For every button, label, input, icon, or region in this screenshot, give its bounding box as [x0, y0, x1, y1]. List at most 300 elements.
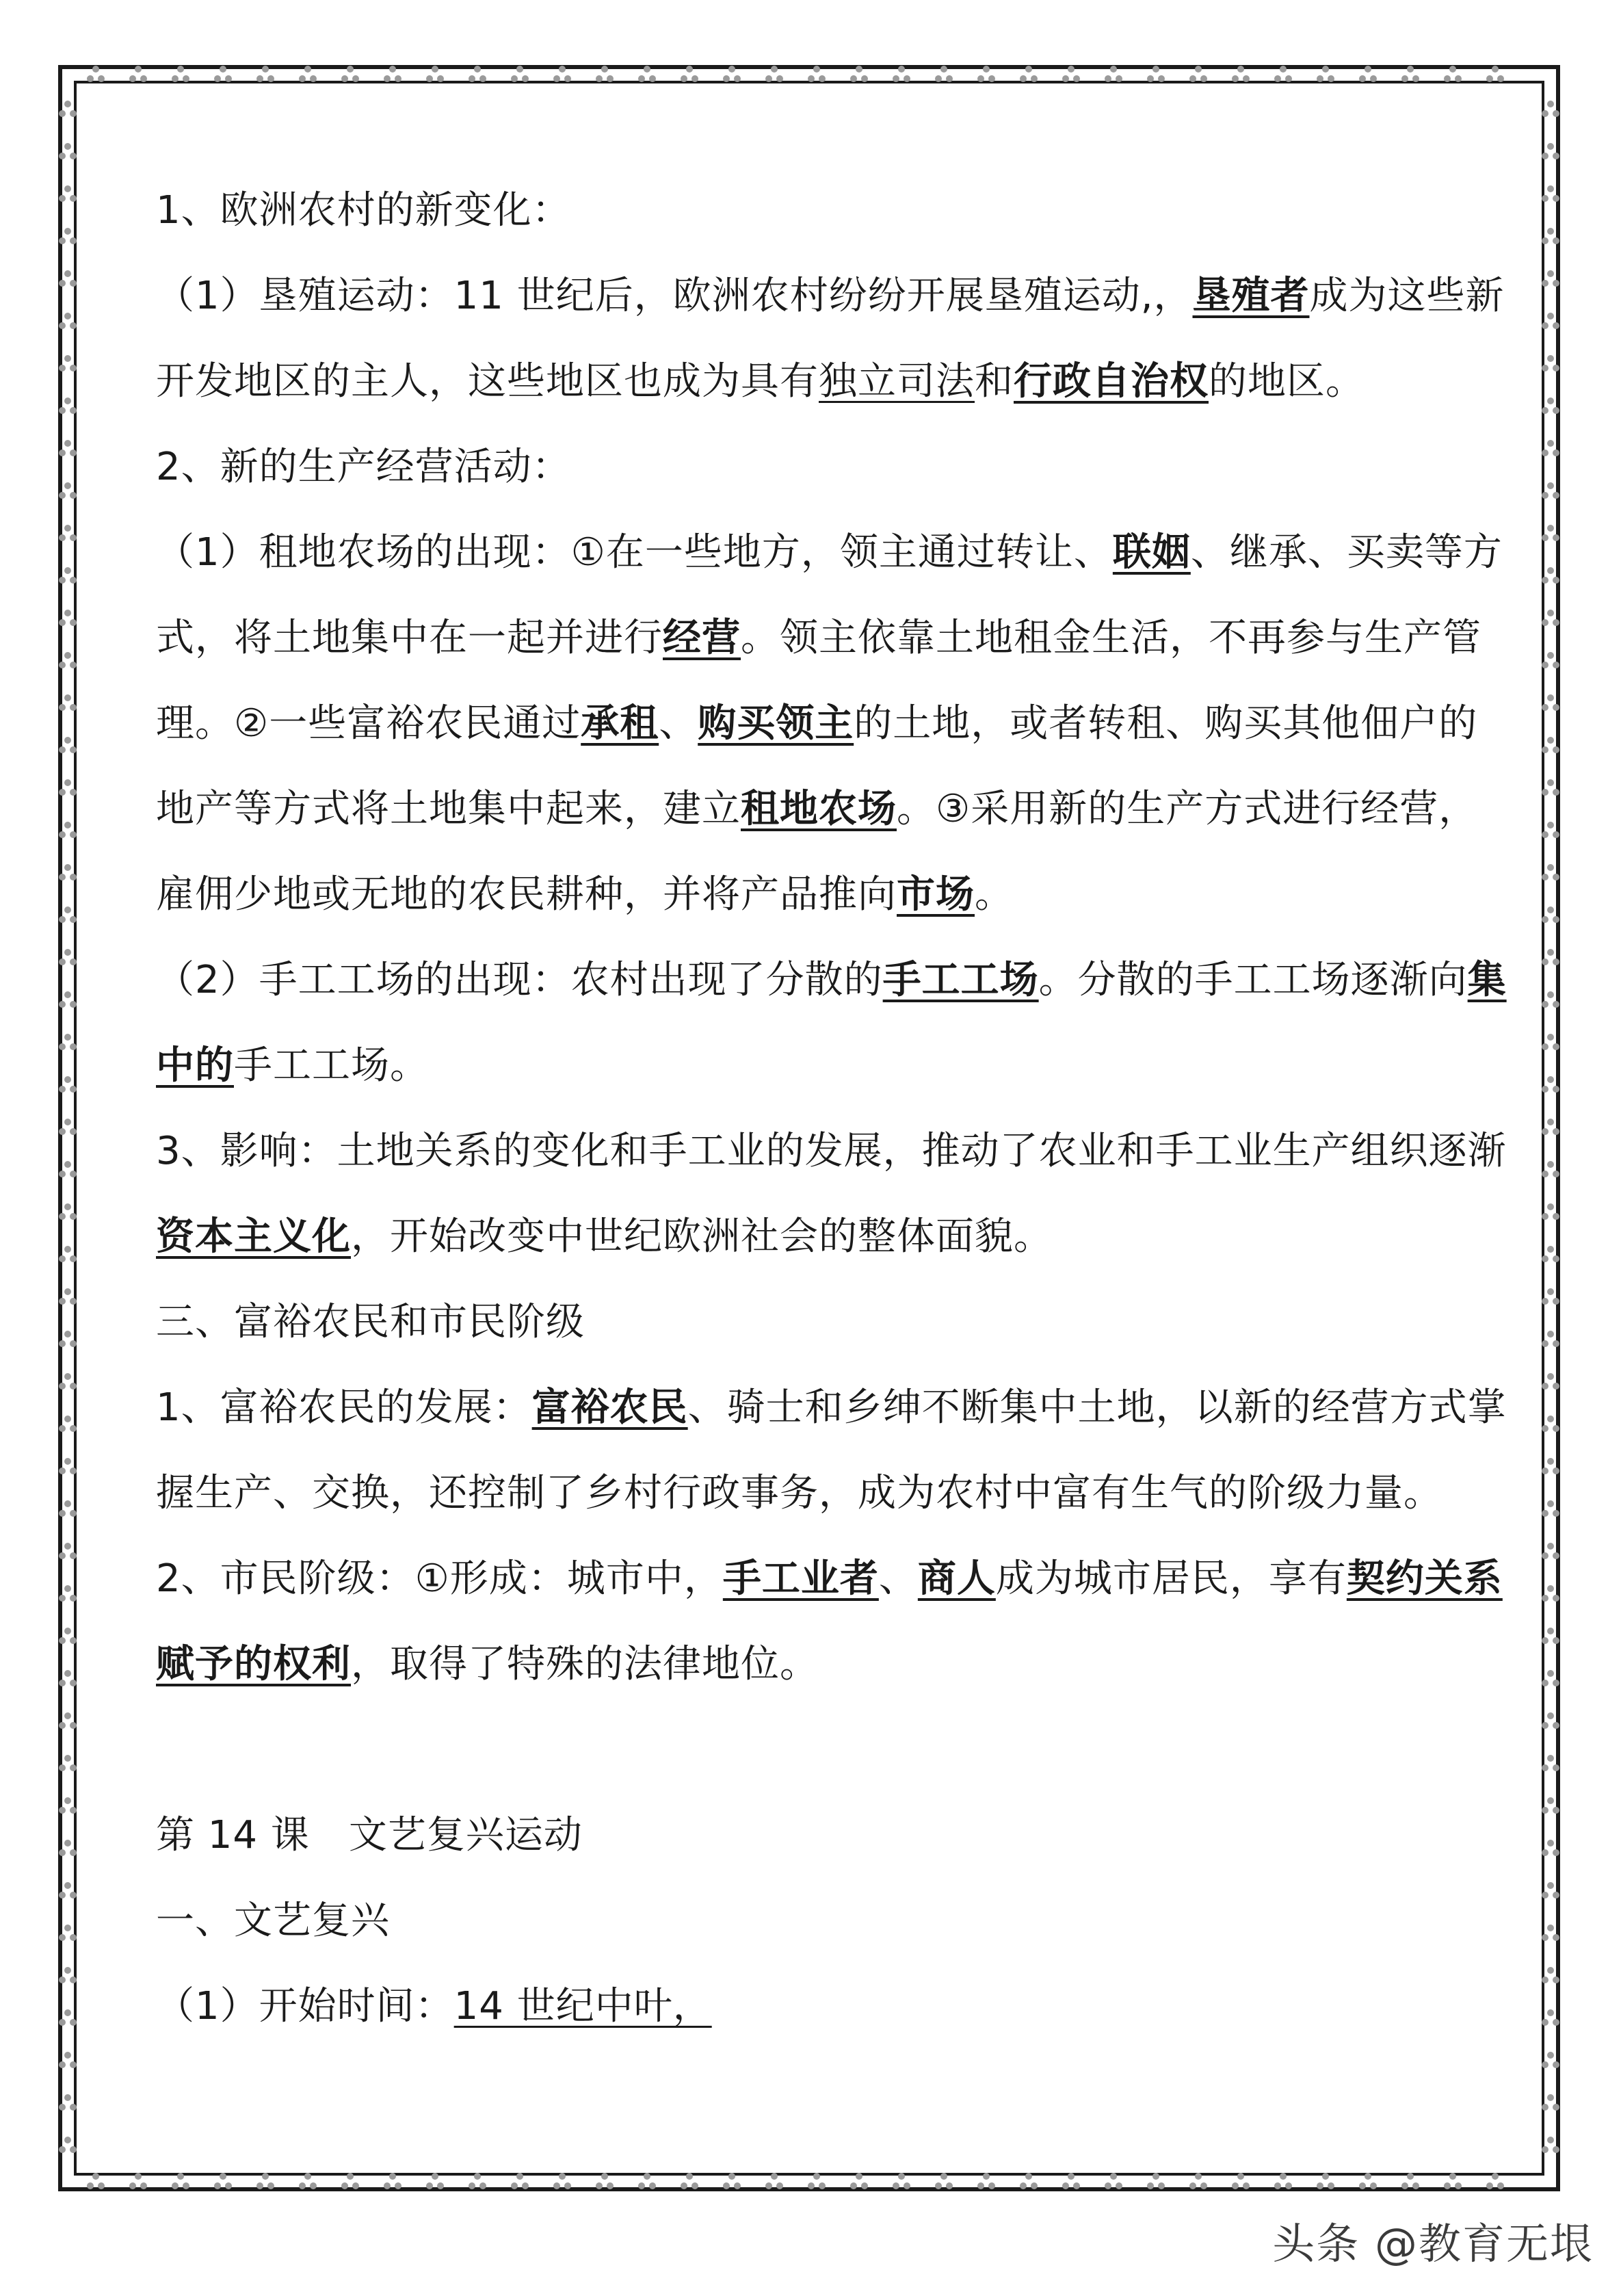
border-dot	[553, 75, 560, 82]
border-dot	[1542, 1722, 1548, 1729]
border-dot	[1110, 2173, 1117, 2180]
border-dot	[70, 492, 77, 499]
border-dot	[70, 1849, 77, 1856]
border-dot	[607, 2182, 614, 2189]
border-dot	[64, 949, 71, 956]
border-dot	[1542, 789, 1548, 796]
border-dot	[808, 75, 815, 82]
border-dot	[1547, 1967, 1554, 1974]
border-dot	[64, 694, 71, 701]
border-dot	[70, 407, 77, 414]
border-dot	[70, 322, 77, 329]
text-segment: ，开始改变中世纪欧洲社会的整体面貌。	[351, 1214, 1053, 1259]
border-dot	[1200, 2182, 1207, 2189]
border-dot	[177, 66, 184, 73]
border-dot	[946, 75, 953, 82]
border-dot	[352, 2182, 359, 2189]
border-dot	[1542, 2146, 1548, 2153]
border-dot	[64, 2052, 71, 2059]
border-dot	[1547, 1882, 1554, 1889]
border-dot	[1553, 1934, 1559, 1941]
border-dot	[1553, 1637, 1559, 1644]
border-dot	[87, 2182, 94, 2189]
border-dot	[1553, 1977, 1559, 1983]
text-line	[156, 168, 1471, 253]
border-dot	[64, 2009, 71, 2016]
border-dot	[129, 2182, 136, 2189]
border-dot	[898, 66, 905, 73]
border-dot	[432, 66, 438, 73]
border-dot	[681, 2182, 687, 2189]
border-dot	[1542, 195, 1548, 202]
border-dot	[1152, 66, 1159, 73]
border-dot	[70, 1043, 77, 1050]
text-line	[156, 253, 1505, 339]
border-dot	[1542, 2061, 1548, 2068]
key-term: 购买领主	[698, 701, 854, 746]
key-term: 商人	[917, 1556, 996, 1601]
text-segment: 三、富裕农民和市民阶级	[156, 1300, 585, 1344]
border-dot	[1486, 2182, 1493, 2189]
border-dot	[64, 1458, 71, 1465]
border-dot	[691, 75, 698, 82]
border-dot	[64, 610, 71, 616]
key-term: 市场	[897, 872, 975, 917]
border-dot	[1553, 619, 1559, 626]
border-dot	[1547, 737, 1554, 744]
border-dot	[304, 66, 311, 73]
border-dot	[1547, 694, 1554, 701]
key-term: 租地农场	[741, 787, 897, 831]
border-dot	[70, 237, 77, 244]
border-dot	[1547, 1500, 1554, 1507]
border-dot	[1542, 1595, 1548, 1602]
text-line	[156, 1878, 1471, 1964]
border-dot	[1542, 1637, 1548, 1644]
border-dot	[70, 365, 77, 371]
border-dot	[1553, 1552, 1559, 1559]
border-dot	[1553, 1595, 1559, 1602]
border-dot	[64, 2137, 71, 2143]
border-dot	[395, 75, 401, 82]
border-dot	[1200, 75, 1207, 82]
text-segment: 3、影响：土地关系的变化和手工业的发展，推动了农业和手工业生产组织逐渐	[156, 1129, 1507, 1173]
border-dot	[1232, 75, 1239, 82]
border-dot	[1553, 1383, 1559, 1390]
border-dot	[1412, 75, 1419, 82]
text-line	[156, 1279, 1471, 1365]
text-line	[156, 339, 1471, 424]
border-dot	[304, 2173, 311, 2180]
border-dot	[262, 2173, 269, 2180]
text-segment: 1、富裕农民的发展：	[156, 1385, 532, 1430]
border-dot	[1542, 1552, 1548, 1559]
text-line	[156, 681, 1478, 766]
border-dot	[734, 2182, 741, 2189]
text-line	[156, 937, 1507, 1023]
border-dot	[861, 75, 868, 82]
border-dot	[59, 1043, 66, 1050]
border-dot	[776, 2182, 783, 2189]
text-line	[156, 1023, 1471, 1108]
border-dot	[341, 2182, 348, 2189]
border-dot	[1542, 1892, 1548, 1899]
border-dot	[1542, 1467, 1548, 1474]
border-dot	[64, 1119, 71, 1125]
border-dot	[70, 280, 77, 287]
border-dot	[1542, 534, 1548, 541]
border-dot	[1553, 1043, 1559, 1050]
border-dot	[256, 2182, 263, 2189]
text-segment: 。领主依靠土地租金生活，不再参与生产管	[741, 616, 1481, 660]
border-dot	[214, 75, 221, 82]
border-dot	[87, 75, 94, 82]
border-dot	[1195, 2173, 1202, 2180]
border-dot	[1553, 237, 1559, 244]
border-dot	[522, 75, 529, 82]
border-dot	[64, 313, 71, 319]
border-dot	[1547, 482, 1554, 489]
border-dot	[64, 1840, 71, 1847]
border-dot	[1542, 1977, 1548, 1983]
border-dot	[1553, 1425, 1559, 1432]
border-dot	[511, 2182, 518, 2189]
border-dot	[59, 958, 66, 965]
border-dot	[64, 1925, 71, 1931]
border-dot	[1547, 949, 1554, 956]
border-dot	[638, 75, 645, 82]
border-dot	[1328, 75, 1334, 82]
border-dot	[1547, 1203, 1554, 1210]
border-dot	[988, 2182, 995, 2189]
text-segment: 的土地，或者转租、购买其他佃户的	[854, 701, 1478, 746]
border-dot	[728, 66, 735, 73]
border-dot	[850, 75, 857, 82]
border-dot	[607, 75, 614, 82]
border-dot	[1189, 2182, 1196, 2189]
border-dot	[1280, 2173, 1287, 2180]
border-dot	[1553, 365, 1559, 371]
text-segment: （1）租地农场的出现：①在一些地方，领主通过转让、	[156, 530, 1113, 575]
border-dot	[59, 1128, 66, 1135]
border-dot	[522, 2182, 529, 2189]
border-dot	[1547, 1797, 1554, 1804]
border-dot	[1553, 1340, 1559, 1347]
border-dot	[59, 1637, 66, 1644]
border-dot	[553, 2182, 560, 2189]
border-dot	[1547, 355, 1554, 362]
border-dot	[1158, 75, 1165, 82]
border-dot	[1547, 525, 1554, 532]
border-dot	[437, 2182, 444, 2189]
border-dot	[1497, 75, 1504, 82]
border-dot	[765, 2182, 772, 2189]
border-dot	[596, 75, 603, 82]
document-body	[156, 168, 1507, 2049]
border-dot	[64, 1203, 71, 1210]
text-segment: 和	[975, 359, 1014, 404]
border-dot	[98, 75, 105, 82]
border-dot	[140, 2182, 147, 2189]
border-dot	[59, 2061, 66, 2068]
text-segment: （1）开始时间：	[156, 1984, 454, 2028]
border-dot	[1401, 75, 1408, 82]
border-dot	[1553, 280, 1559, 287]
border-dot	[59, 1764, 66, 1771]
key-term: 中的	[156, 1043, 234, 1088]
border-dot	[59, 1934, 66, 1941]
border-dot	[1547, 2094, 1554, 2101]
border-dot	[64, 1500, 71, 1507]
border-dot	[904, 75, 910, 82]
border-dot	[64, 525, 71, 532]
border-dot	[1547, 567, 1554, 574]
border-dot	[469, 75, 475, 82]
border-dot	[1553, 2146, 1559, 2153]
border-dot	[59, 704, 66, 711]
border-dot	[1486, 75, 1493, 82]
border-dot	[1237, 66, 1244, 73]
border-dot	[771, 66, 778, 73]
border-dot	[1020, 2182, 1027, 2189]
border-dot	[1449, 66, 1456, 73]
text-segment: 成为城市居民，享有	[995, 1556, 1347, 1601]
border-dot	[1547, 1628, 1554, 1634]
text-segment: 理。②一些富裕农民通过	[156, 701, 581, 746]
border-dot	[70, 958, 77, 965]
border-dot	[64, 864, 71, 871]
border-dot	[1542, 662, 1548, 668]
border-dot	[64, 1416, 71, 1422]
border-dot	[1553, 110, 1559, 117]
border-dot	[1542, 2104, 1548, 2111]
border-dot	[935, 2182, 942, 2189]
border-dot	[1542, 280, 1548, 287]
border-dot	[1455, 75, 1462, 82]
border-dot	[765, 75, 772, 82]
border-dot	[64, 1628, 71, 1634]
border-dot	[64, 1161, 71, 1168]
border-dot	[856, 66, 862, 73]
border-dot	[1322, 2173, 1329, 2180]
border-dot	[479, 75, 486, 82]
border-dot	[1542, 1680, 1548, 1686]
border-dot	[1189, 75, 1196, 82]
border-dot	[1553, 449, 1559, 456]
border-dot	[850, 2182, 857, 2189]
border-dot	[70, 1255, 77, 1262]
text-line	[156, 1792, 1471, 1878]
border-dot	[59, 1977, 66, 1983]
border-dot	[977, 2182, 984, 2189]
border-dot	[70, 1510, 77, 1517]
text-line	[156, 766, 1478, 852]
key-term: 契约关系	[1346, 1556, 1503, 1601]
border-dot	[384, 75, 391, 82]
border-dot	[70, 2061, 77, 2068]
border-dot	[59, 1340, 66, 1347]
border-dot	[1553, 2104, 1559, 2111]
border-dot	[1542, 1425, 1548, 1432]
underlined-text: 独立司法	[819, 359, 975, 404]
border-dot	[1553, 916, 1559, 923]
border-dot	[1547, 1331, 1554, 1338]
text-line	[156, 852, 1471, 937]
border-dot	[1547, 906, 1554, 913]
border-dot	[1542, 1171, 1548, 1177]
border-dot	[1444, 75, 1451, 82]
border-dot	[776, 75, 783, 82]
border-dot	[59, 1467, 66, 1474]
border-dot	[1547, 1458, 1554, 1465]
border-dot	[1105, 2182, 1111, 2189]
border-dot	[1553, 1722, 1559, 1729]
border-dot	[64, 1373, 71, 1380]
border-dot	[1547, 440, 1554, 447]
border-dot	[1542, 1383, 1548, 1390]
border-dot	[59, 322, 66, 329]
border-dot	[1542, 2019, 1548, 2026]
border-dot	[70, 2019, 77, 2026]
border-dot	[64, 143, 71, 150]
border-dot	[649, 2182, 656, 2189]
border-dot	[1444, 2182, 1451, 2189]
border-dot	[70, 1807, 77, 1814]
border-dot	[70, 1680, 77, 1686]
border-dot	[214, 2182, 221, 2189]
border-dot	[220, 2173, 226, 2180]
border-dot	[1553, 831, 1559, 838]
border-dot	[1243, 75, 1250, 82]
border-dot	[59, 110, 66, 117]
border-dot	[1542, 831, 1548, 838]
border-dot	[59, 1086, 66, 1093]
border-dot	[1553, 2061, 1559, 2068]
text-segment: 1、欧洲农村的新变化：	[156, 188, 571, 233]
border-dot	[64, 1331, 71, 1338]
border-dot	[596, 2182, 603, 2189]
border-dot	[70, 916, 77, 923]
border-dot	[1547, 822, 1554, 829]
border-dot	[59, 1807, 66, 1814]
border-dot	[64, 737, 71, 744]
border-dot	[70, 1425, 77, 1432]
border-dot	[861, 2182, 868, 2189]
border-dot	[686, 2173, 693, 2180]
border-dot	[59, 1298, 66, 1305]
border-dot	[1547, 1925, 1554, 1931]
border-dot	[1105, 75, 1111, 82]
border-dot	[691, 2182, 698, 2189]
border-dot	[59, 407, 66, 414]
text-line	[156, 1194, 1471, 1279]
border-dot	[70, 2104, 77, 2111]
border-dot	[299, 75, 306, 82]
border-dot	[1542, 1298, 1548, 1305]
border-dot	[1547, 2052, 1554, 2059]
border-dot	[1553, 492, 1559, 499]
border-dot	[140, 75, 147, 82]
border-dot	[426, 2182, 433, 2189]
border-dot	[808, 2182, 815, 2189]
border-dot	[723, 2182, 730, 2189]
text-segment: 手工工场。	[234, 1043, 429, 1088]
border-dot	[1025, 66, 1032, 73]
border-dot	[728, 2173, 735, 2180]
border-dot	[1542, 746, 1548, 753]
border-dot	[1542, 1128, 1548, 1135]
border-dot	[310, 2182, 317, 2189]
border-dot	[1062, 75, 1069, 82]
key-term: 资本主义化	[156, 1214, 351, 1259]
border-dot	[1553, 1213, 1559, 1220]
text-line	[156, 1536, 1503, 1621]
border-dot	[64, 1034, 71, 1041]
border-dot	[389, 2173, 396, 2180]
border-dot	[59, 280, 66, 287]
border-dot	[64, 2094, 71, 2101]
text-line	[156, 1450, 1471, 1536]
border-dot	[59, 153, 66, 159]
border-dot	[172, 2182, 179, 2189]
border-dot	[977, 75, 984, 82]
border-dot	[70, 831, 77, 838]
border-dot	[1547, 1712, 1554, 1719]
border-dot	[1547, 2137, 1554, 2143]
border-dot	[70, 1552, 77, 1559]
watermark: 头条 @教育无垠	[1272, 2219, 1594, 2269]
border-dot	[98, 2182, 105, 2189]
border-dot	[183, 75, 189, 82]
border-dot	[1492, 2173, 1499, 2180]
border-dot	[1542, 1340, 1548, 1347]
text-segment: 一、文艺复兴	[156, 1899, 390, 1943]
border-dot	[1547, 1585, 1554, 1592]
border-dot	[1237, 2173, 1244, 2180]
border-dot	[1553, 1510, 1559, 1517]
border-dot	[1073, 2182, 1080, 2189]
border-dot	[172, 75, 179, 82]
border-dot	[64, 185, 71, 192]
border-dot	[1547, 313, 1554, 319]
border-dot	[1553, 874, 1559, 880]
border-dot	[59, 1171, 66, 1177]
border-dot	[723, 75, 730, 82]
border-dot	[1553, 1892, 1559, 1899]
text-segment: 、骑士和乡绅不断集中土地，以新的经营方式掌	[687, 1385, 1507, 1430]
border-dot	[1542, 237, 1548, 244]
border-dot	[1542, 577, 1548, 584]
border-dot	[1553, 195, 1559, 202]
underlined-text: 14 世纪中叶，	[453, 1984, 712, 2028]
border-dot	[1547, 1161, 1554, 1168]
border-dot	[64, 779, 71, 786]
border-dot	[1152, 2173, 1159, 2180]
border-dot	[771, 2173, 778, 2180]
border-dot	[70, 1934, 77, 1941]
key-term: 手工工场	[882, 958, 1039, 1002]
border-dot	[1547, 1373, 1554, 1380]
border-dot	[64, 1797, 71, 1804]
border-dot	[1547, 991, 1554, 998]
border-dot	[1547, 864, 1554, 871]
border-dot	[564, 2182, 571, 2189]
border-dot	[935, 75, 942, 82]
key-term: 联姻	[1112, 530, 1191, 575]
border-dot	[644, 2173, 650, 2180]
border-dot	[1370, 2182, 1377, 2189]
border-dot	[70, 619, 77, 626]
